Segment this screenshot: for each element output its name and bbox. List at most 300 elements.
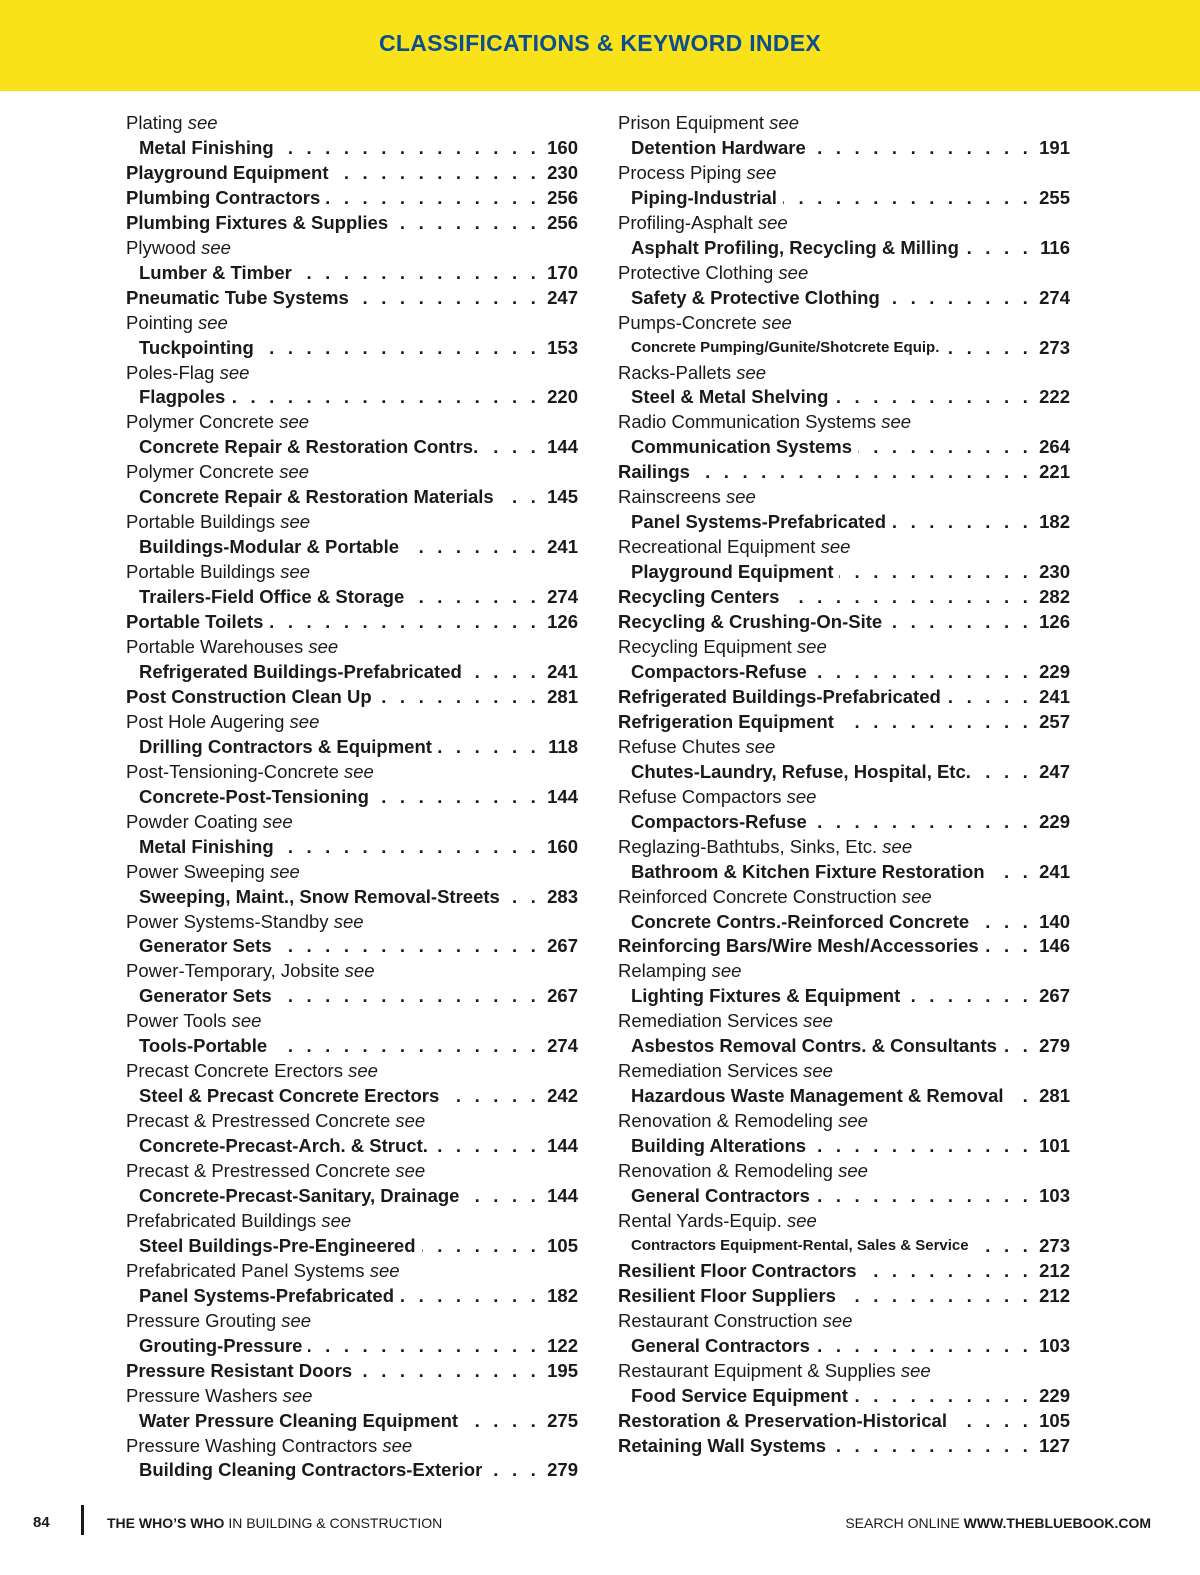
cross-reference-term: Restaurant Construction [618,1309,818,1331]
classification-entry[interactable] [126,785,578,810]
dot-leader [1003,1034,1032,1059]
footer-divider [81,1505,84,1535]
classification-entry[interactable] [618,460,1070,485]
dot-leader [862,1259,1032,1284]
classification-label: Compactors-Refuse [631,810,807,832]
cross-reference-entry [126,1059,578,1084]
classification-entry[interactable] [618,1334,1070,1359]
classification-label: Building Alterations [631,1135,807,1157]
classification-label: Concrete Repair & Restoration Contrs. [139,436,479,458]
cross-reference-entry [126,410,578,435]
page-reference: 191 [1039,136,1070,158]
classification-entry[interactable] [618,934,1070,959]
classification-label: Detention Hardware [631,136,806,158]
page-reference: 222 [1039,386,1070,408]
dot-leader [400,1284,540,1309]
page-reference: 247 [547,286,578,308]
cross-reference-term: Protective Clothing [618,261,774,283]
dot-leader [886,286,1032,311]
cross-reference-term: Pressure Grouting [126,1309,277,1331]
cross-reference-term: Portable Buildings [126,511,276,533]
dot-leader [500,485,540,510]
page-reference: 126 [1039,611,1070,633]
cross-reference-entry [618,635,1070,660]
page-reference: 160 [547,136,578,158]
search-online-label: SEARCH ONLINE [845,1515,964,1531]
classification-entry[interactable] [126,385,578,410]
dot-leader [334,161,540,186]
page-reference: 275 [547,1409,578,1431]
page-reference: 267 [1039,985,1070,1007]
classification-label: Food Service Equipment [631,1384,848,1406]
classification-entry[interactable] [126,261,578,286]
classification-entry[interactable] [618,685,1070,710]
classification-label: Trailers-Field Office & Storage [139,586,405,608]
dot-leader [488,1458,540,1483]
page-reference: 273 [1039,336,1070,358]
page-reference: 182 [1039,511,1070,533]
page-reference: 229 [1039,1384,1070,1406]
classification-label: Resilient Floor Contractors [618,1259,857,1281]
see-label: see [820,536,851,558]
cross-reference-entry [618,485,1070,510]
classification-label: Concrete-Precast-Sanitary, Drainage [139,1184,460,1206]
dot-leader [231,385,540,410]
classification-entry[interactable] [618,385,1070,410]
cross-reference-term: Rainscreens [618,486,721,508]
dot-leader [326,186,540,211]
cross-reference-term: Poles-Flag [126,361,215,383]
page-reference: 146 [1039,935,1070,957]
classification-label: Post Construction Clean Up [126,685,372,707]
cross-reference-entry [618,835,1070,860]
right-column [618,111,1070,1458]
header-banner [0,0,1200,91]
classification-label: Concrete Repair & Restoration Materials [139,486,494,508]
cross-reference-term: Plating [126,112,183,133]
classification-label: Generator Sets [139,935,272,957]
cross-reference-term: Precast & Prestressed Concrete [126,1160,391,1182]
classification-label: General Contractors [631,1184,810,1206]
classification-entry[interactable] [618,286,1070,311]
see-label: see [822,1309,853,1331]
cross-reference-term: Pointing [126,311,193,333]
see-label: see [308,636,339,658]
classification-entry[interactable] [126,136,578,161]
classification-entry[interactable] [126,1034,578,1059]
dot-leader [405,535,540,560]
page-reference: 283 [547,885,578,907]
see-label: see [900,1359,931,1381]
cross-reference-term: Power Systems-Standby [126,910,329,932]
cross-reference-entry [618,311,1070,336]
dot-leader [375,785,540,810]
see-label: see [736,361,767,383]
see-label: see [333,910,364,932]
dot-leader [785,585,1032,610]
cross-reference-term: Remediation Services [618,1010,798,1032]
classification-label: Concrete-Precast-Arch. & Struct. [139,1135,428,1157]
classification-entry[interactable] [126,485,578,510]
cross-reference-term: Polymer Concrete [126,411,275,433]
classification-entry[interactable] [126,1234,578,1259]
cross-reference-term: Relamping [618,960,707,982]
classification-label: Sweeping, Maint., Snow Removal-Streets [139,885,500,907]
dot-leader [278,934,540,959]
see-label: see [198,311,228,333]
dot-leader [438,735,540,760]
dot-leader [858,435,1032,460]
classification-label: Panel Systems-Prefabricated [631,511,887,533]
dot-leader [484,435,540,460]
cross-reference-term: Pressure Washing Contractors [126,1434,378,1456]
classification-label: Panel Systems-Prefabricated [139,1284,395,1306]
page-reference: 160 [547,835,578,857]
classification-entry[interactable] [126,435,578,460]
page-reference: 105 [1039,1409,1070,1431]
classification-label: Metal Finishing [139,136,274,158]
classification-entry[interactable] [618,560,1070,585]
see-label: see [787,1209,817,1231]
classification-entry[interactable] [618,1034,1070,1059]
page-reference: 144 [547,436,578,458]
classification-label: Flagpoles [139,386,226,408]
website-url[interactable]: WWW.THEBLUEBOOK.COM [963,1515,1151,1531]
page-reference: 255 [1039,186,1070,208]
classification-entry[interactable] [618,1259,1070,1284]
classification-entry[interactable] [618,336,1070,361]
classification-entry[interactable] [126,660,578,685]
classification-entry[interactable] [126,211,578,236]
classification-entry[interactable] [126,1184,578,1209]
classification-entry[interactable] [618,1434,1070,1459]
see-label: see [778,261,809,283]
cross-reference-entry [618,211,1070,236]
classification-label: Tools-Portable [139,1035,268,1057]
cross-reference-term: Renovation & Remodeling [618,1110,833,1132]
classification-entry[interactable] [126,585,578,610]
page-reference: 274 [547,1035,578,1057]
see-label: see [369,1259,400,1281]
classification-entry[interactable] [618,435,1070,460]
classification-entry[interactable] [618,1384,1070,1409]
dot-leader [308,1334,540,1359]
cross-reference-term: Renovation & Remodeling [618,1160,833,1182]
dot-leader [975,1234,1032,1259]
classification-label: Refrigerated Buildings-Prefabricated [139,660,462,682]
classification-entry[interactable] [126,885,578,910]
dot-leader [975,910,1032,935]
cross-reference-entry [618,1009,1070,1034]
cross-reference-entry [618,735,1070,760]
dot-leader [991,860,1032,885]
cross-reference-term: Recreational Equipment [618,536,816,558]
dot-leader [464,1409,540,1434]
page-reference: 241 [1039,860,1070,882]
see-label: see [803,1010,833,1032]
cross-reference-entry [618,535,1070,560]
dot-leader [278,984,540,1009]
page-reference: 230 [547,161,578,183]
page-reference: 267 [547,935,578,957]
cross-reference-entry [618,1309,1070,1334]
cross-reference-entry [618,1059,1070,1084]
page-reference: 103 [1039,1184,1070,1206]
classification-entry[interactable] [618,1134,1070,1159]
classification-entry[interactable] [618,810,1070,835]
see-label: see [786,785,817,807]
classification-entry[interactable] [126,610,578,635]
classification-label: Bathroom & Kitchen Fixture Restoration [631,860,985,882]
classification-label: Generator Sets [139,985,272,1007]
dot-leader [298,261,540,286]
dot-leader [468,660,540,685]
page-title: CLASSIFICATIONS & KEYWORD INDEX [378,30,822,56]
classification-label: Pneumatic Tube Systems [126,286,349,308]
page-reference: 220 [547,386,578,408]
classification-entry[interactable] [126,535,578,560]
dot-leader [947,685,1032,710]
classification-entry[interactable] [618,1409,1070,1434]
dot-leader [816,1334,1032,1359]
classification-entry[interactable] [126,336,578,361]
classification-entry[interactable] [618,1284,1070,1309]
page-reference: 273 [1039,1234,1070,1256]
cross-reference-term: Precast & Prestressed Concrete [126,1110,391,1132]
classification-entry[interactable] [618,860,1070,885]
page-reference: 229 [1039,660,1070,682]
classification-label: Refrigeration Equipment [618,710,834,732]
dot-leader [355,286,540,311]
classification-entry[interactable] [618,660,1070,685]
classification-label: Tuckpointing [139,336,254,358]
see-label: see [711,960,742,982]
publication-name [107,1515,442,1531]
classification-entry[interactable] [126,934,578,959]
classification-label: Playground Equipment [631,561,834,583]
dot-leader [813,810,1032,835]
publication-name-bold: THE WHO’S WHO [107,1515,225,1531]
classification-entry[interactable] [618,1184,1070,1209]
see-label: see [382,1434,413,1456]
classification-entry[interactable] [126,1334,578,1359]
classification-label: Chutes-Laundry, Refuse, Hospital, Etc. [631,760,971,782]
cross-reference-entry [126,311,578,336]
search-online-link[interactable] [845,1515,1151,1531]
classification-label: Lighting Fixtures & Equipment [631,985,901,1007]
see-label: see [348,1060,378,1082]
classification-entry[interactable] [618,1234,1070,1259]
dot-leader [840,710,1032,735]
dot-leader [269,610,540,635]
cross-reference-entry [126,1309,578,1334]
dot-leader [260,336,540,361]
classification-entry[interactable] [126,835,578,860]
dot-leader [378,685,540,710]
cross-reference-entry [126,361,578,386]
classification-entry[interactable] [126,1084,578,1109]
classification-entry[interactable] [618,710,1070,735]
cross-reference-entry [618,785,1070,810]
cross-reference-term: Pressure Washers [126,1384,278,1406]
see-label: see [321,1209,352,1231]
classification-entry[interactable] [618,585,1070,610]
see-label: see [262,810,293,832]
page-reference: 101 [1039,1135,1070,1157]
cross-reference-entry [126,1259,578,1284]
dot-leader [977,760,1032,785]
dot-leader [813,660,1032,685]
see-label: see [344,760,374,782]
cross-reference-term: Radio Communication Systems [618,411,877,433]
classification-entry[interactable] [618,760,1070,785]
dot-leader [783,186,1032,211]
cross-reference-term: Prefabricated Panel Systems [126,1259,365,1281]
classification-entry[interactable] [618,186,1070,211]
classification-entry[interactable] [126,1409,578,1434]
see-label: see [395,1110,426,1132]
classification-label: Water Pressure Cleaning Equipment [139,1409,459,1431]
see-label: see [881,411,912,433]
classification-entry[interactable] [618,510,1070,535]
classification-entry[interactable] [126,1359,578,1384]
cross-reference-entry [126,1159,578,1184]
dot-leader [394,211,540,236]
page-reference: 274 [1039,286,1070,308]
cross-reference-entry [126,635,578,660]
classification-label: Building Cleaning Contractors-Exterior [139,1459,483,1481]
classification-label: Drilling Contractors & Equipment [139,735,432,757]
classification-entry[interactable] [126,286,578,311]
see-label: see [280,561,311,583]
cross-reference-entry [618,1359,1070,1384]
page-reference: 144 [547,1184,578,1206]
page-reference: 212 [1039,1284,1070,1306]
page-reference: 127 [1039,1434,1070,1456]
classification-entry[interactable] [126,1284,578,1309]
page-reference: 256 [547,186,578,208]
page-reference: 241 [547,536,578,558]
cross-reference-entry [126,910,578,935]
page-reference: 281 [1039,1085,1070,1107]
classification-entry[interactable] [126,186,578,211]
see-label: see [838,1160,868,1182]
classification-label: Steel Buildings-Pre-Engineered [139,1234,416,1256]
classification-label: Concrete Pumping/Gunite/Shotcrete Equip. [631,338,940,356]
cross-reference-entry [126,510,578,535]
cross-reference-entry [126,236,578,261]
classification-label: Restoration & Preservation-Historical [618,1409,947,1431]
dot-leader [434,1134,540,1159]
classification-label: Reinforcing Bars/Wire Mesh/Accessories [618,935,979,957]
classification-label: Asbestos Removal Contrs. & Consultants [631,1035,997,1057]
cross-reference-entry [618,361,1070,386]
cross-reference-entry [126,1109,578,1134]
page-reference: 281 [547,685,578,707]
dot-leader [358,1359,540,1384]
classification-entry[interactable] [126,1458,578,1483]
see-label: see [282,1384,313,1406]
cross-reference-term: Portable Warehouses [126,636,304,658]
cross-reference-entry [126,560,578,585]
cross-reference-entry [126,959,578,984]
page-reference: 221 [1039,461,1070,483]
classification-label: Portable Toilets [126,611,264,633]
cross-reference-term: Powder Coating [126,810,258,832]
cross-reference-term: Plywood [126,236,196,258]
cross-reference-term: Remediation Services [618,1060,798,1082]
classification-entry[interactable] [618,1084,1070,1109]
classification-entry[interactable] [618,984,1070,1009]
dot-leader [985,934,1032,959]
dot-leader [906,984,1032,1009]
page-reference: 144 [547,785,578,807]
see-label: see [201,236,231,258]
see-label: see [231,1010,262,1032]
classification-entry[interactable] [126,685,578,710]
dot-leader [832,1434,1032,1459]
classification-label: Lumber & Timber [139,261,292,283]
classification-label: Recycling & Crushing-On-Site [618,611,883,633]
dot-leader [280,136,540,161]
page-reference: 182 [547,1284,578,1306]
see-label: see [803,1060,833,1082]
classification-label: Resilient Floor Suppliers [618,1284,836,1306]
classification-label: Contractors Equipment-Rental, Sales & Service [631,1236,969,1254]
cross-reference-entry [126,111,578,136]
page-reference: 116 [1040,236,1070,258]
page-reference: 279 [1039,1035,1070,1057]
cross-reference-entry [126,1209,578,1234]
classification-label: Grouting-Pressure [139,1334,303,1356]
see-label: see [901,885,932,907]
cross-reference-entry [126,760,578,785]
see-label: see [796,636,827,658]
cross-reference-entry [618,261,1070,286]
classification-entry[interactable] [618,136,1070,161]
cross-reference-term: Power Sweeping [126,860,265,882]
classification-entry[interactable] [618,236,1070,261]
page-reference: 241 [1039,685,1070,707]
classification-entry[interactable] [126,735,578,760]
page-reference: 256 [547,211,578,233]
page-reference: 247 [1039,760,1070,782]
dot-leader [506,885,540,910]
classification-entry[interactable] [126,1134,578,1159]
classification-label: Plumbing Fixtures & Supplies [126,211,389,233]
classification-entry[interactable] [618,610,1070,635]
see-label: see [757,211,788,233]
page-reference: 140 [1039,910,1070,932]
cross-reference-term: Pumps-Concrete [618,311,757,333]
page-reference: 279 [547,1459,578,1481]
classification-label: Metal Finishing [139,835,274,857]
page-reference: 118 [548,735,578,757]
classification-label: Playground Equipment [126,161,329,183]
page-reference: 274 [547,586,578,608]
classification-entry[interactable] [618,910,1070,935]
see-label: see [187,112,218,133]
dot-leader [280,835,540,860]
classification-entry[interactable] [126,984,578,1009]
cross-reference-term: Post Hole Augering [126,710,285,732]
see-label: see [882,835,913,857]
page-reference: 267 [547,985,578,1007]
classification-label: Plumbing Contractors [126,186,321,208]
classification-entry[interactable] [126,161,578,186]
page-reference: 103 [1039,1334,1070,1356]
cross-reference-term: Rental Yards-Equip. [618,1209,782,1231]
